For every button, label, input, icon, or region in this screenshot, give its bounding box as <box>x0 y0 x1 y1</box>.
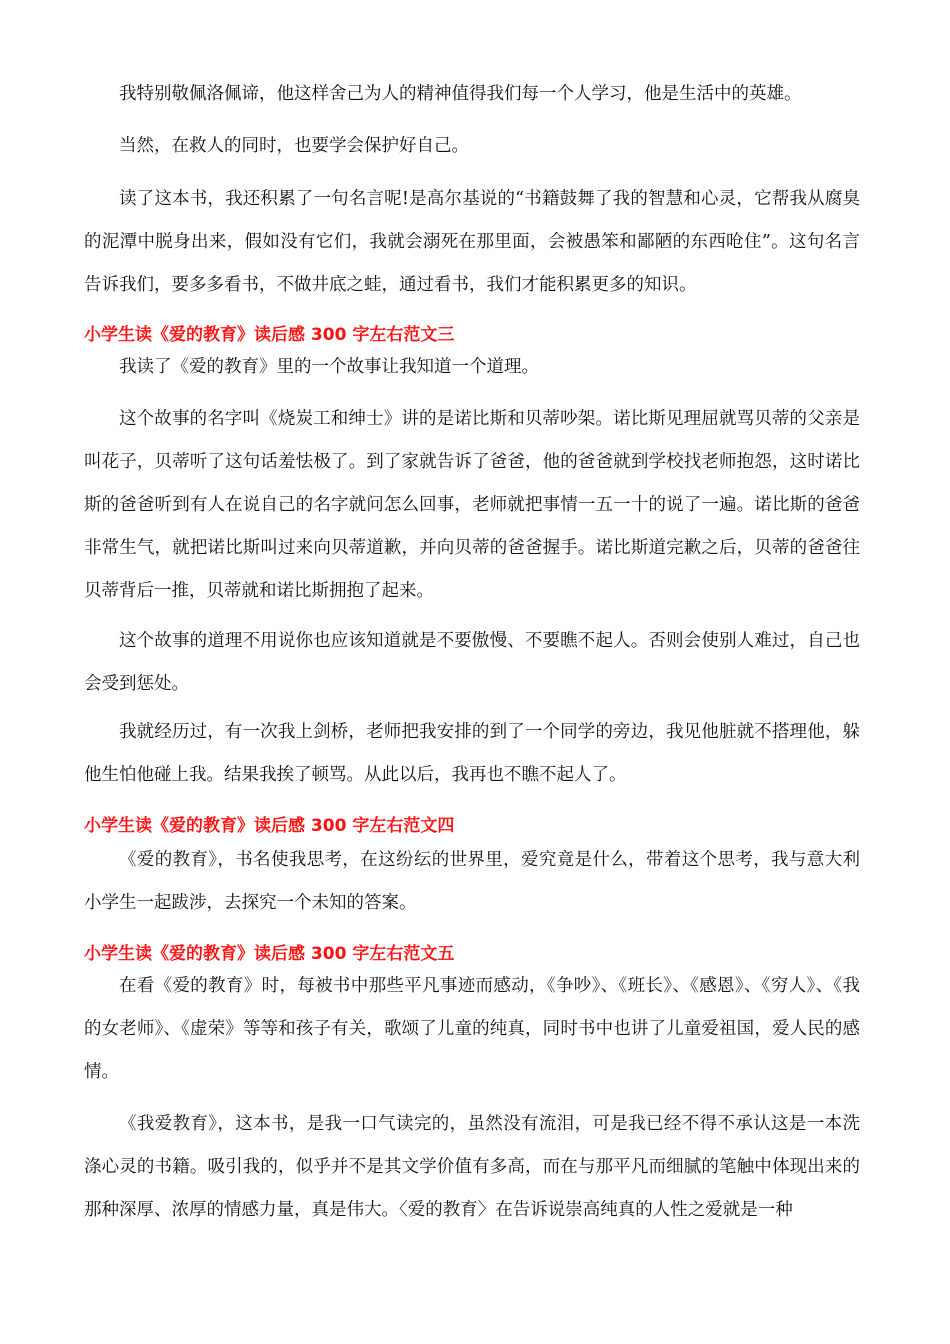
paragraph-essay3-intro: 我读了《爱的教育》里的一个故事让我知道一个道理。 <box>119 357 539 377</box>
paragraph-admire-hero: 我特别敬佩洛佩谛，他这样舍己为人的精神值得我们每一个人学习，他是生活中的英雄。 <box>119 84 802 104</box>
paragraph-essay5-reflection: 《我爱教育》，这本书，是我一口气读完的，虽然没有流泪，可是我已经不得不承认这是一本洗涤心灵的书籍。吸引我的，似乎并不是其文学价值有多高，而在与那平凡而细腻的笔触中体现出来的那种深厚、浓厚的情感力量，真是伟大。〈爱的教育〉在告诉说崇高纯真的人性之爱就是一种 <box>84 1114 860 1220</box>
paragraph-essay3-story: 这个故事的名字叫《烧炭工和绅士》讲的是诺比斯和贝蒂吵架。诺比斯见理屈就骂贝蒂的父亲是叫花子，贝蒂听了这句话羞怯极了。到了家就告诉了爸爸，他的爸爸就到学校找老师抱怨，这时诺比斯的爸爸听到有人在说自己的名字就问怎么回事，老师就把事情一五一十的说了一遍。诺比斯的爸爸非常生气，就把诺比斯叫过来向贝蒂道歉，并向贝蒂的爸爸握手。诺比斯道完歉之后，贝蒂的爸爸往贝蒂背后一推，贝蒂就和诺比斯拥抱了起来。 <box>84 409 860 601</box>
paragraph-protect-self: 当然，在救人的同时，也要学会保护好自己。 <box>119 136 469 156</box>
section-heading-essay-3: 小学生读《爱的教育》读后感 300 字左右范文三 <box>84 325 455 345</box>
section-heading-essay-5: 小学生读《爱的教育》读后感 300 字左右范文五 <box>84 944 455 964</box>
paragraph-essay3-experience: 我就经历过，有一次我上剑桥，老师把我安排的到了一个同学的旁边，我见他脏就不搭理他，躲他生怕他碰上我。结果我挨了顿骂。从此以后，我再也不瞧不起人了。 <box>84 722 860 785</box>
paragraph-essay3-moral: 这个故事的道理不用说你也应该知道就是不要傲慢、不要瞧不起人。否则会使别人难过，自己也会受到惩处。 <box>84 631 860 694</box>
paragraph-essay4: 《爱的教育》，书名使我思考，在这纷纭的世界里，爱究竟是什么，带着这个思考，我与意大利小学生一起跋涉，去探究一个未知的答案。 <box>84 850 860 913</box>
paragraph-gorky-quote: 读了这本书，我还积累了一句名言呢!是高尔基说的“书籍鼓舞了我的智慧和心灵，它帮我从腐臭的泥潭中脱身出来，假如没有它们，我就会溺死在那里面，会被愚笨和鄙陋的东西呛住”。这句名言告诉我们，要多多看书，不做井底之蛙，通过看书，我们才能积累更多的知识。 <box>84 189 860 295</box>
paragraph-essay5-stories: 在看《爱的教育》时，每被书中那些平凡事迹而感动，《争吵》、《班长》、《感恩》、《穷人》、《我的女老师》、《虚荣》等等和孩子有关，歌颂了儿童的纯真，同时书中也讲了儿童爱祖国，爱人民的感情。 <box>84 976 860 1082</box>
section-heading-essay-4: 小学生读《爱的教育》读后感 300 字左右范文四 <box>84 816 455 836</box>
